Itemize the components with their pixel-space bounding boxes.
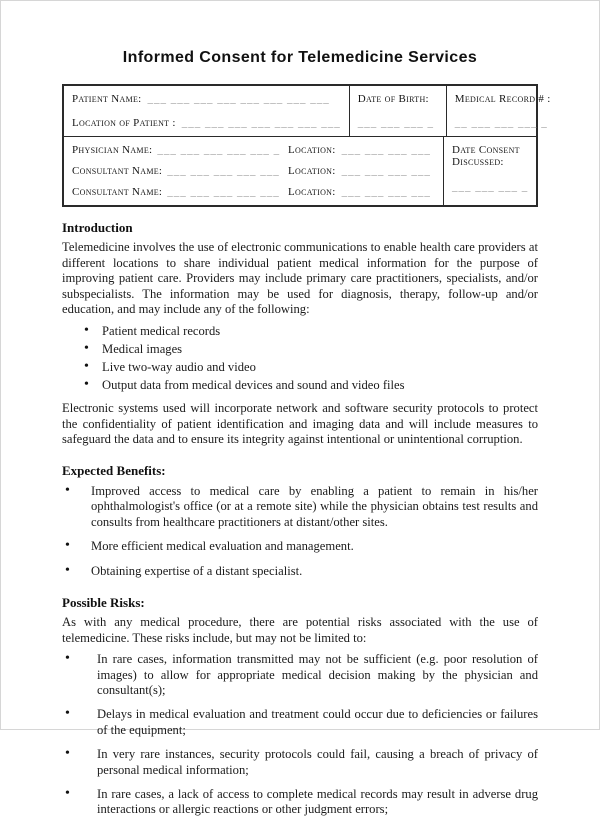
patient-location-blank: ___ ___ ___ ___ ___ ___ ___: [181, 117, 341, 129]
list-item: • Live two-way audio and video: [84, 360, 538, 375]
consultant1-location-blank: ___ ___ ___ ___: [341, 165, 431, 177]
physician-location-label: Location:: [288, 144, 336, 156]
consultant2-location-blank: ___ ___ ___ ___: [341, 186, 431, 198]
list-item: • Obtaining expertise of a distant specialist.: [65, 564, 538, 579]
consultant1-name-label: Consultant Name:: [72, 165, 163, 177]
consultant-row: [72, 165, 435, 177]
list-item: • Medical images: [84, 342, 538, 357]
mrn-blank: __ ___ ___ ___ _: [454, 117, 548, 129]
page-title: Informed Consent for Telemedicine Services: [122, 49, 478, 66]
dob-label: Date of Birth:: [357, 93, 429, 105]
providers-cell: [64, 137, 444, 205]
introduction-heading: Introduction: [62, 220, 133, 235]
consultant1-location-label: Location:: [288, 165, 336, 177]
date-consent-cell: [444, 137, 536, 205]
introduction-paragraph-1: Telemedicine involves the use of electronic communications to enable health care providers at different locations to share individual patient medical information for the purpose of improving patient care. Providers may include primary care practitioners, specialists, and/or subspecialists. The information may be used for diagnosis, therapy, follow-up and/or education, and may include any of the following:: [62, 240, 538, 317]
risks-bullet-list: [65, 652, 538, 818]
consultant1-name-blank: ___ ___ ___ ___ ___: [167, 165, 280, 177]
mrn-cell: [447, 86, 559, 136]
benefits-heading: Expected Benefits:: [62, 462, 166, 478]
consultant-row: [72, 186, 435, 198]
list-item: • Output data from medical devices and sound and video files: [84, 378, 538, 393]
list-item: • Delays in medical evaluation and treatment could occur due to deficiencies or failures of the equipment;: [65, 707, 538, 738]
consultant2-name-blank: ___ ___ ___ ___ ___: [167, 186, 280, 198]
date-consent-label: Date Consent Discussed:: [452, 144, 520, 168]
risks-heading: Possible Risks:: [62, 594, 145, 610]
patient-cell: [64, 86, 350, 136]
list-item: • In rare cases, a lack of access to complete medical records may result in adverse drug interactions or allergic reactions or other judgment errors;: [65, 787, 538, 818]
introduction-paragraph-2: Electronic systems used will incorporate network and software security protocols to protect the confidentiality of patient identification and imaging data and will include measures to safeguard the data and to ensure its integrity against intentional or unintentional corruption.: [62, 401, 538, 447]
patient-name-label: Patient Name:: [72, 93, 142, 105]
list-item: • Improved access to medical care by enabling a patient to remain in his/her ophthalmologist's office (or at a remote site) while the physician obtains test results and consults from healthcare practitioners at distant/other sites.: [65, 484, 538, 530]
list-item: • Patient medical records: [84, 324, 538, 339]
consultant2-name-label: Consultant Name:: [72, 186, 163, 198]
patient-name-blank: ___ ___ ___ ___ ___ ___ ___ ___: [147, 93, 330, 105]
date-consent-blank: ___ ___ ___ _: [452, 181, 529, 193]
dob-cell: [350, 86, 447, 136]
risks-intro-paragraph: As with any medical procedure, there are potential risks associated with the use of telemedicine. These risks include, but may not be limited to:: [62, 614, 538, 645]
dob-blank: ___ ___ ___ _: [357, 117, 435, 129]
consultant2-location-label: Location:: [288, 186, 336, 198]
table-row: [64, 86, 551, 137]
patient-location-label: Location of Patient :: [72, 117, 176, 129]
mrn-label: Medical Record # :: [454, 93, 551, 105]
physician-row: [72, 144, 435, 156]
list-item: • In rare cases, information transmitted may not be sufficient (e.g. poor resolution of images) to allow for appropriate medical decision making by the physician and consultant(s);: [65, 652, 538, 698]
benefits-bullet-list: [65, 484, 538, 579]
physician-name-blank: ___ ___ ___ ___ ___ _: [157, 144, 281, 156]
physician-name-label: Physician Name:: [72, 144, 153, 156]
list-item: • More efficient medical evaluation and management.: [65, 539, 538, 554]
list-item: • In very rare instances, security protocols could fail, causing a breach of privacy of personal medical information;: [65, 747, 538, 778]
introduction-bullet-list: [84, 324, 538, 393]
table-row: [64, 137, 536, 205]
patient-info-table: [62, 84, 551, 207]
physician-location-blank: ___ ___ ___ ___: [341, 144, 431, 156]
